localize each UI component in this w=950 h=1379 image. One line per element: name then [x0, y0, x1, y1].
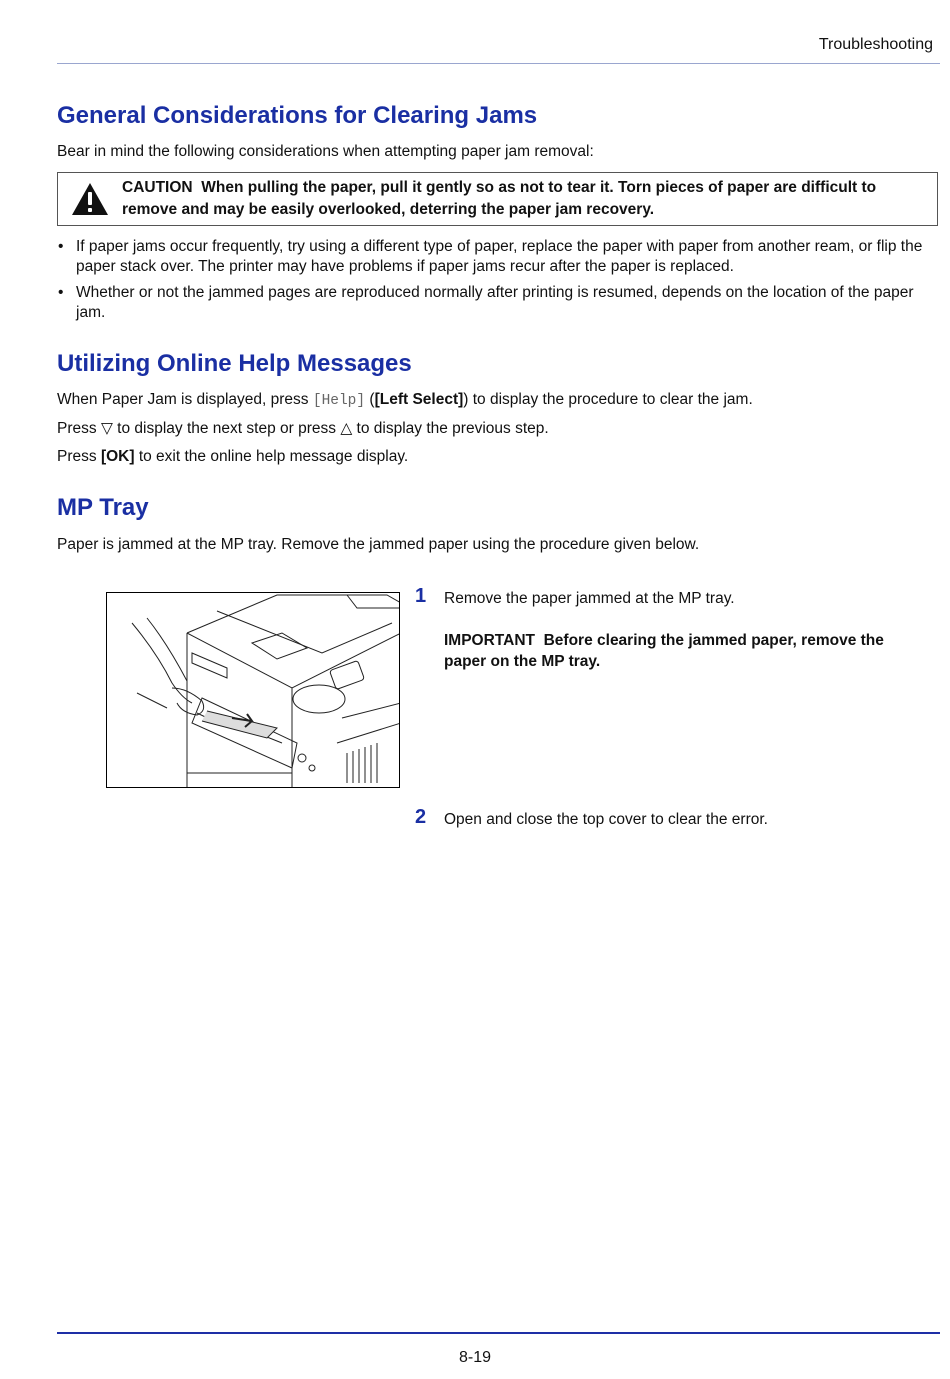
down-arrow-icon: ▽ [100, 420, 113, 437]
list-item: • If paper jams occur frequently, try using a different type of paper, replace the paper with paper from another ream, or flip the paper stack over. The printer may have problems if paper jams recur after the paper is replaced. [58, 238, 923, 275]
caution-box [57, 172, 938, 226]
section-heading-mp-tray: MP Tray [57, 494, 149, 521]
footer-rule [57, 1332, 940, 1334]
important-note [444, 630, 924, 672]
header-rule [57, 63, 940, 64]
important-message: Before clearing the jammed paper, remove the paper on the MP tray. [444, 632, 884, 670]
page-number: 8-19 [458, 1349, 492, 1366]
section-intro-mp-tray: Paper is jammed at the MP tray. Remove the jammed paper using the procedure given below. [57, 536, 700, 553]
help-line-3: Press [OK] to exit the online help message display. [57, 448, 409, 465]
section-heading-general: General Considerations for Clearing Jams [57, 102, 538, 129]
important-label: IMPORTANT [444, 632, 535, 649]
help-key: [Help] [312, 393, 366, 409]
left-select-key: [Left Select] [374, 391, 464, 408]
section-intro-general: Bear in mind the following considerations when attempting paper jam removal: [57, 143, 594, 160]
list-item: • Whether or not the jammed pages are reproduced normally after printing is resumed, depends on the location of the paper jam. [58, 284, 914, 321]
ok-key: [OK] [100, 448, 135, 465]
printer-illustration [106, 592, 400, 788]
step-text-2: Open and close the top cover to clear the error. [444, 811, 768, 828]
help-line-1: When Paper Jam is displayed, press [Help] ([Left Select]) to display the procedure to clear the jam. [57, 391, 753, 409]
step-number-2: 2 [415, 806, 427, 828]
caution-label: CAUTION [122, 179, 193, 196]
section-heading-online-help: Utilizing Online Help Messages [57, 350, 412, 377]
caution-text [122, 177, 937, 221]
caution-message: When pulling the paper, pull it gently so as not to tear it. Torn pieces of paper are difficult to remove and may be easily overlooked, deterring the paper jam recovery. [122, 179, 877, 218]
step-text-1: Remove the paper jammed at the MP tray. [444, 590, 735, 607]
help-line-2: Press ▽ to display the next step or press △ to display the previous step. [57, 420, 549, 437]
consideration-list [57, 237, 938, 329]
warning-icon [58, 182, 122, 216]
up-arrow-icon: △ [340, 420, 353, 437]
step-number-1: 1 [415, 585, 427, 607]
running-header: Troubleshooting [818, 36, 933, 53]
